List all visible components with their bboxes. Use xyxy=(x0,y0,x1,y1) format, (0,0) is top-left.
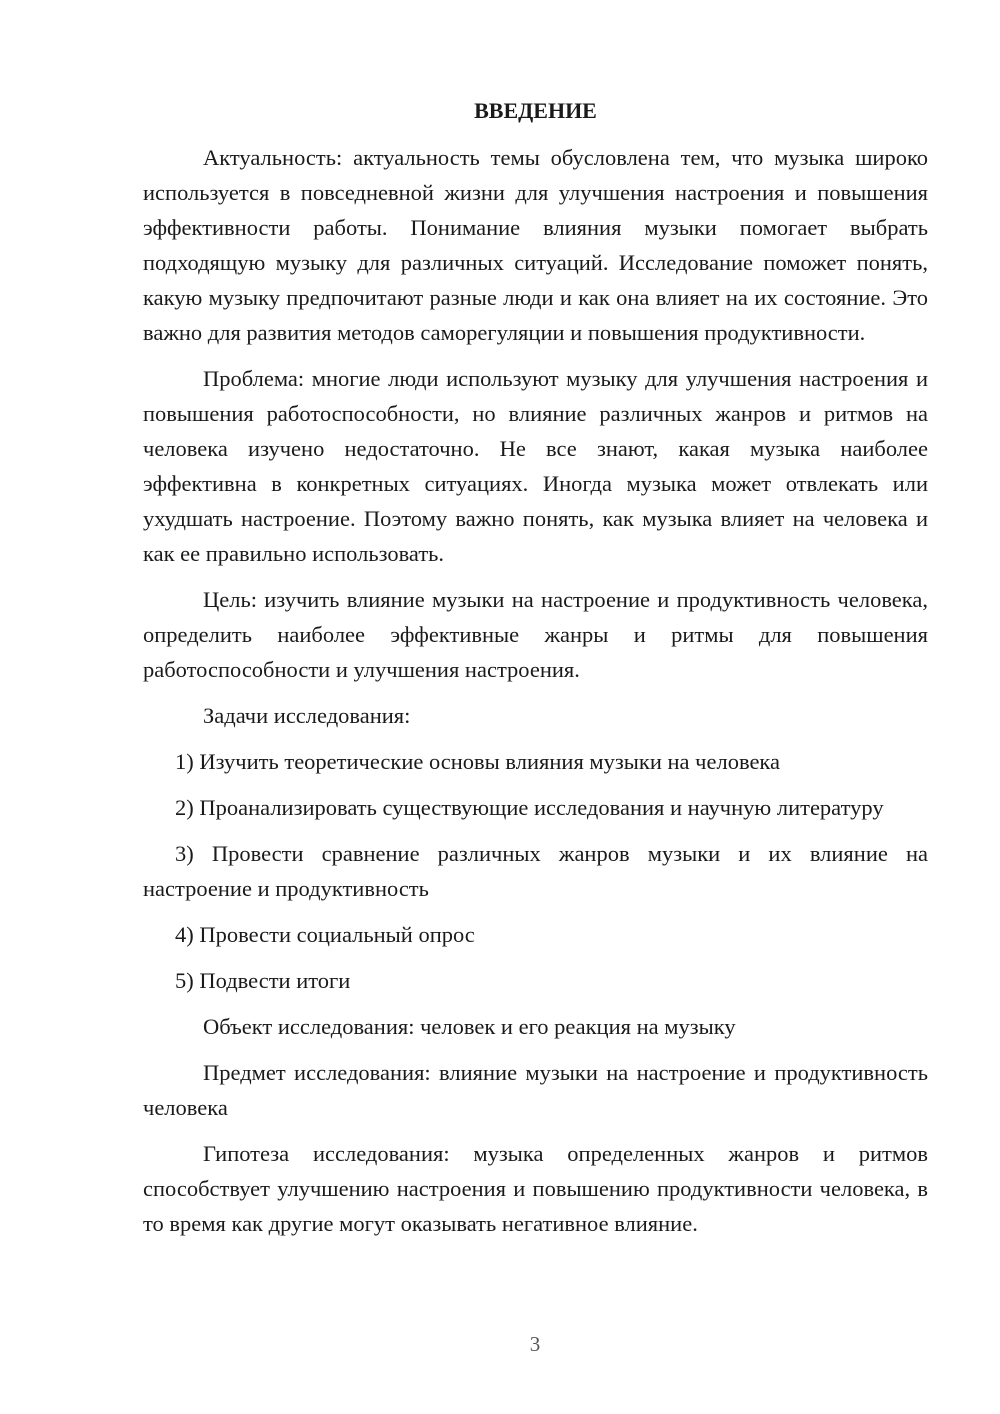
document-page xyxy=(143,94,928,1252)
page-number: 3 xyxy=(529,1332,541,1356)
task-item-4: 4) Провести социальный опрос xyxy=(175,922,475,947)
paragraph-tasks-heading: Задачи исследования: xyxy=(203,703,411,728)
paragraph-goal: Цель: изучить влияние музыки на настроение и продуктивность человека, определить наиболее эффективные жанры и ритмы для повышения работоспособности и улучшения настроения. xyxy=(143,587,928,682)
task-item-3: 3) Провести сравнение различных жанров музыки и их влияние на настроение и продуктивность xyxy=(143,841,928,901)
task-item-2: 2) Проанализировать существующие исследования и научную литературу xyxy=(175,795,884,820)
task-item-5: 5) Подвести итоги xyxy=(175,968,351,993)
paragraph-object: Объект исследования: человек и его реакция на музыку xyxy=(203,1014,736,1039)
task-item-1: 1) Изучить теоретические основы влияния музыки на человека xyxy=(175,749,781,774)
paragraph-subject: Предмет исследования: влияние музыки на настроение и продуктивность человека xyxy=(143,1060,928,1120)
paragraph-relevance: Актуальность: актуальность темы обусловлена тем, что музыка широко используется в повседневной жизни для улучшения настроения и повышения эффективности работы. Понимание влияния музыки помогает выбрать подходящую музыку для различных ситуаций. Исследование поможет понять, какую музыку предпочитают разные люди и как она влияет на их состояние. Это важно для развития методов саморегуляции и повышения продуктивности. xyxy=(143,145,928,345)
section-title: ВВЕДЕНИЕ xyxy=(474,98,597,123)
paragraph-problem: Проблема: многие люди используют музыку для улучшения настроения и повышения работоспособности, но влияние различных жанров и ритмов на человека изучено недостаточно. Не все знают, какая музыка наиболее эффективна в конкретных ситуациях. Иногда музыка может отвлекать или ухудшать настроение. Поэтому важно понять, как музыка влияет на человека и как ее правильно использовать. xyxy=(143,366,928,566)
paragraph-hypothesis: Гипотеза исследования: музыка определенных жанров и ритмов способствует улучшению настроения и повышению продуктивности человека, в то время как другие могут оказывать негативное влияние. xyxy=(143,1141,928,1236)
